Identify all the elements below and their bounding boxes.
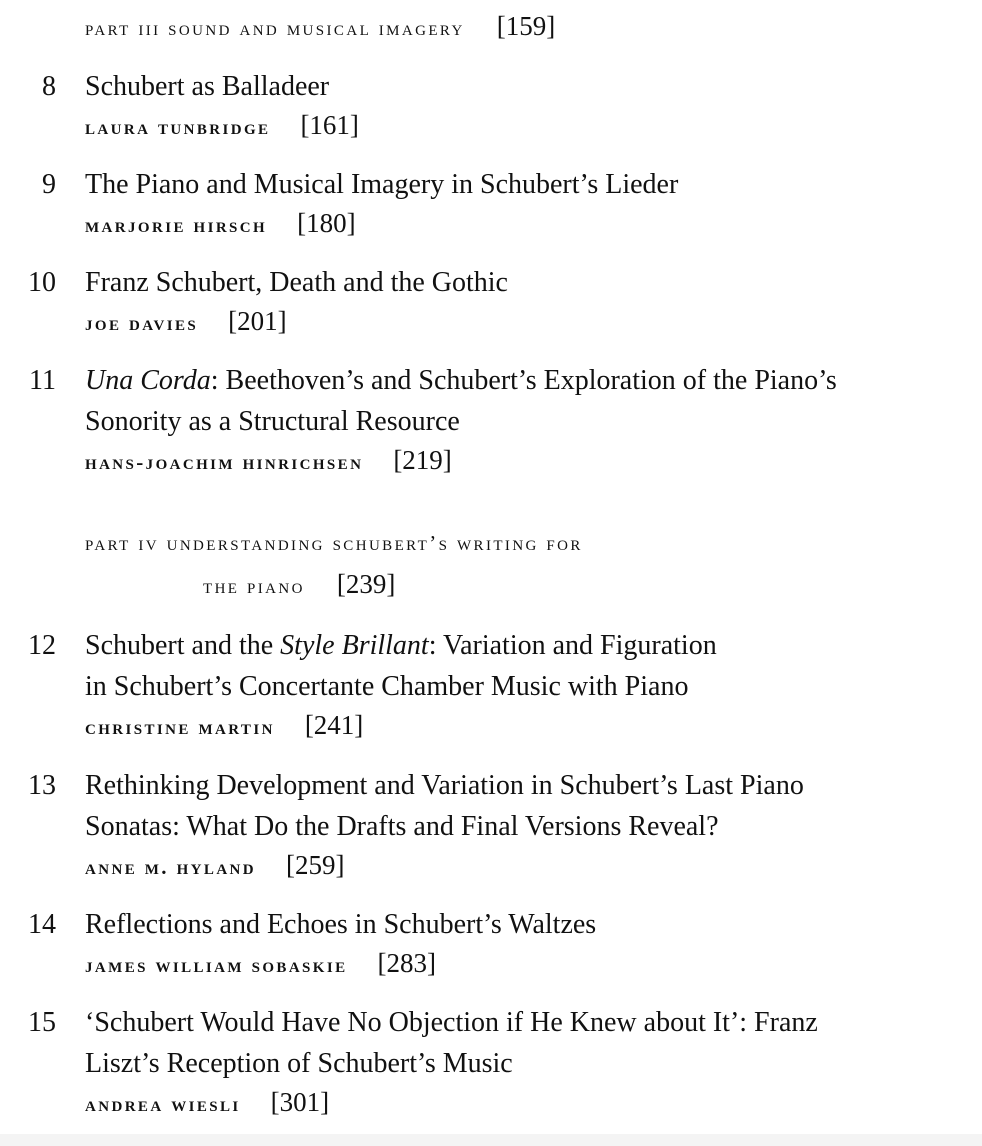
chapter-page-number: [241] (304, 710, 364, 740)
part-page-number: [239] (336, 569, 396, 599)
chapter-title-line-1 (85, 360, 982, 401)
chapter-page-number: [301] (270, 1087, 330, 1117)
part-heading-iii (85, 6, 555, 49)
chapter-title-italic: Una Corda (85, 365, 211, 396)
chapter-title-rest: : Beethoven’s and Schubert’s Exploration of the Piano’s (210, 365, 837, 396)
toc-entry-15[interactable] (0, 1002, 982, 1123)
chapter-author: andrea wiesli (85, 1092, 241, 1116)
chapter-page-number: [161] (300, 110, 359, 140)
chapter-title: The Piano and Musical Imagery in Schubert’s Lieder (85, 169, 679, 200)
chapter-page-number: [259] (286, 850, 345, 880)
part-page-number: [159] (496, 11, 556, 41)
chapter-title-italic: Style Brillant (280, 630, 429, 661)
chapter-title: Schubert as Balladeer (85, 71, 330, 102)
chapter-page-number: [283] (377, 948, 436, 978)
toc-entry-12[interactable] (0, 625, 982, 746)
chapter-number: 12 (28, 630, 56, 661)
chapter-number: 11 (29, 365, 56, 396)
chapter-author: anne m. hyland (85, 855, 257, 879)
chapter-author: christine martin (85, 715, 275, 739)
part-heading-label: part iii sound and musical imagery (85, 16, 465, 40)
chapter-page-number: [180] (297, 208, 356, 238)
chapter-page-number: [201] (228, 306, 287, 336)
chapter-author-line (85, 205, 982, 244)
chapter-author-line (85, 945, 982, 984)
part-heading-label-line-2: the piano (203, 574, 305, 598)
chapter-author-line (85, 442, 982, 481)
chapter-author-line (85, 1084, 982, 1123)
chapter-title: Reflections and Echoes in Schubert’s Waltzes (85, 909, 597, 940)
chapter-title-line-2: Sonatas: What Do the Drafts and Final Versions Reveal? (85, 811, 719, 842)
chapter-number: 8 (42, 71, 56, 102)
toc-entry-9[interactable] (0, 164, 982, 244)
chapter-number: 10 (28, 267, 56, 298)
page-bottom-edge (0, 1134, 982, 1146)
chapter-title-line-1 (85, 625, 982, 666)
chapter-author-line (85, 303, 982, 342)
chapter-author: laura tunbridge (85, 115, 271, 139)
part-heading-iv (85, 523, 583, 607)
chapter-title-line-2: Liszt’s Reception of Schubert’s Music (85, 1048, 513, 1079)
chapter-author: joe davies (85, 311, 199, 335)
chapter-title-rest: : Variation and Figuration (428, 630, 717, 661)
chapter-author-line (85, 107, 982, 146)
toc-entry-11[interactable] (0, 360, 982, 481)
chapter-number: 9 (42, 169, 56, 200)
toc-entry-10[interactable] (0, 262, 982, 342)
toc-entry-14[interactable] (0, 904, 982, 984)
chapter-title: Franz Schubert, Death and the Gothic (85, 267, 508, 298)
toc-entry-13[interactable] (0, 765, 982, 886)
chapter-author: james william sobaskie (85, 953, 348, 977)
chapter-number: 14 (28, 909, 56, 940)
chapter-author: marjorie hirsch (85, 213, 268, 237)
chapter-author: hans-joachim hinrichsen (85, 450, 364, 474)
chapter-author-line (85, 707, 982, 746)
toc-entry-8[interactable] (0, 66, 982, 146)
part-heading-label-line-1: part iv understanding schubert’s writing for (85, 531, 583, 555)
chapter-title-line-1: ‘Schubert Would Have No Objection if He Knew about It’: Franz (85, 1007, 818, 1038)
chapter-title-line-2: in Schubert’s Concertante Chamber Music with Piano (85, 671, 689, 702)
chapter-title-line-2: Sonority as a Structural Resource (85, 406, 460, 437)
chapter-number: 13 (28, 770, 56, 801)
chapter-number: 15 (28, 1007, 56, 1038)
chapter-title-pre: Schubert and the (85, 630, 281, 661)
chapter-author-line (85, 847, 982, 886)
chapter-title-line-1: Rethinking Development and Variation in Schubert’s Last Piano (85, 770, 804, 801)
chapter-page-number: [219] (393, 445, 452, 475)
